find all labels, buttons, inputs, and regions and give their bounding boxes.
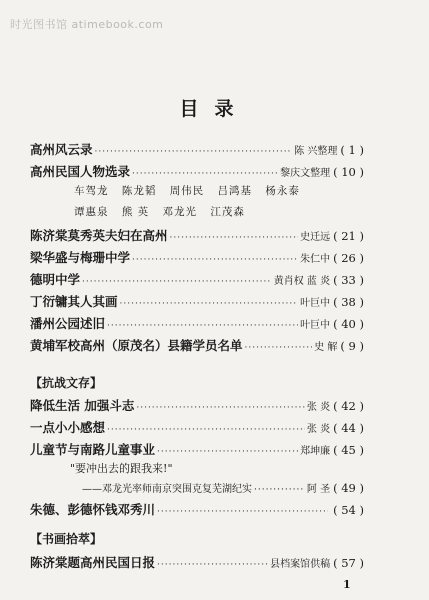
entry-page: ( 44 ) — [333, 421, 364, 435]
person-name: 吕鸿基 — [217, 185, 253, 197]
entry-title: 潘州公园述旧 — [30, 316, 106, 331]
entry-author: 叶巨中 — [300, 298, 331, 309]
person-name: 陈龙韬 — [121, 185, 157, 197]
toc-entry[interactable] — [30, 140, 364, 158]
person-name: 邓龙光 — [162, 206, 198, 218]
page-number: 1 — [343, 578, 351, 591]
person-name: 熊 英 — [121, 206, 150, 218]
entry-page: ( 10 ) — [333, 165, 364, 179]
entry-page: ( 21 ) — [333, 229, 364, 243]
entry-title: 丁衍镛其人其画 — [30, 294, 118, 309]
person-name: 杨永泰 — [265, 185, 300, 197]
toc-entry[interactable] — [30, 314, 364, 332]
entry-title: 一点小小感想 — [30, 420, 106, 435]
toc-entry[interactable] — [30, 553, 364, 571]
toc-entry[interactable] — [30, 440, 364, 458]
toc-entry[interactable] — [30, 500, 364, 518]
person-list — [74, 204, 254, 219]
entry-page: ( 26 ) — [333, 251, 364, 265]
entry-author: 史 解 — [314, 342, 338, 353]
entry-page: ( 57 ) — [333, 556, 364, 570]
entry-page: ( 33 ) — [333, 273, 364, 287]
entry-author: 叶巨中 — [300, 320, 331, 331]
person-name: 江茂森 — [210, 206, 245, 218]
entry-subtitle: ——邓龙光率师南京突围克复芜湖纪实 — [82, 484, 252, 495]
toc-entry[interactable] — [30, 336, 364, 354]
entry-page: ( 9 ) — [340, 339, 364, 353]
entry-author: 郑坤廉 — [300, 446, 331, 457]
toc-entry[interactable] — [30, 162, 364, 180]
entry-page: ( 1 ) — [340, 143, 364, 157]
entry-author: 陈 兴整理 — [294, 146, 338, 157]
section-heading: 【抗战文存】 — [30, 376, 103, 390]
entry-author: 县档案馆供稿 — [270, 559, 331, 570]
entry-title: 降低生活 加强斗志 — [30, 398, 135, 413]
person-name: 车驾龙 — [74, 185, 109, 197]
entry-page: ( 40 ) — [333, 317, 364, 331]
person-list — [74, 183, 309, 198]
entry-page: ( 45 ) — [333, 443, 364, 457]
entry-page: ( 54 ) — [333, 503, 364, 517]
entry-title: 德明中学 — [30, 272, 81, 287]
watermark: 时光图书馆 atimebook.com — [10, 18, 164, 31]
page-title: 目录 — [179, 98, 250, 120]
toc-entry[interactable] — [30, 418, 364, 436]
entry-page: ( 42 ) — [333, 399, 364, 413]
entry-title: 高州民国人物选录 — [30, 164, 131, 179]
entry-author: 阿 圣 — [306, 484, 331, 495]
toc-entry[interactable] — [30, 270, 364, 288]
entry-title: 黄埔军校高州（原茂名）县籍学员名单 — [30, 338, 243, 353]
entry-title: 高州风云录 — [30, 142, 93, 157]
entry-author: 张 炎 — [306, 402, 331, 413]
person-name: 谭惠泉 — [74, 206, 109, 218]
entry-title: 陈济棠题高州民国日报 — [30, 555, 156, 570]
entry-author: 史迁远 — [300, 232, 331, 243]
toc-entry[interactable] — [30, 396, 364, 414]
entry-title: 梁华盛与梅珊中学 — [30, 250, 131, 265]
toc-entry[interactable] — [30, 226, 364, 244]
entry-quote-title: "要冲出去的跟我来!" — [70, 462, 173, 475]
entry-page: ( 49 ) — [333, 481, 364, 495]
entry-page: ( 38 ) — [333, 295, 364, 309]
entry-author: 黄肖权 蓝 炎 — [273, 276, 331, 287]
toc-entry[interactable] — [30, 248, 364, 266]
entry-title: 陈济棠莫秀英夫妇在高州 — [30, 228, 168, 243]
toc-entry[interactable] — [30, 292, 364, 310]
entry-author: 黎庆文整理 — [280, 168, 331, 179]
entry-title: 儿童节与南路儿童事业 — [30, 442, 156, 457]
entry-author: 张 炎 — [306, 424, 331, 435]
toc-subentry[interactable] — [82, 480, 364, 495]
person-name: 周伟民 — [169, 185, 205, 197]
section-heading: 【书画拾萃】 — [30, 532, 103, 546]
entry-author: 朱仁中 — [300, 254, 331, 265]
entry-title: 朱德、彭德怀钱邓秀川 — [30, 502, 156, 517]
